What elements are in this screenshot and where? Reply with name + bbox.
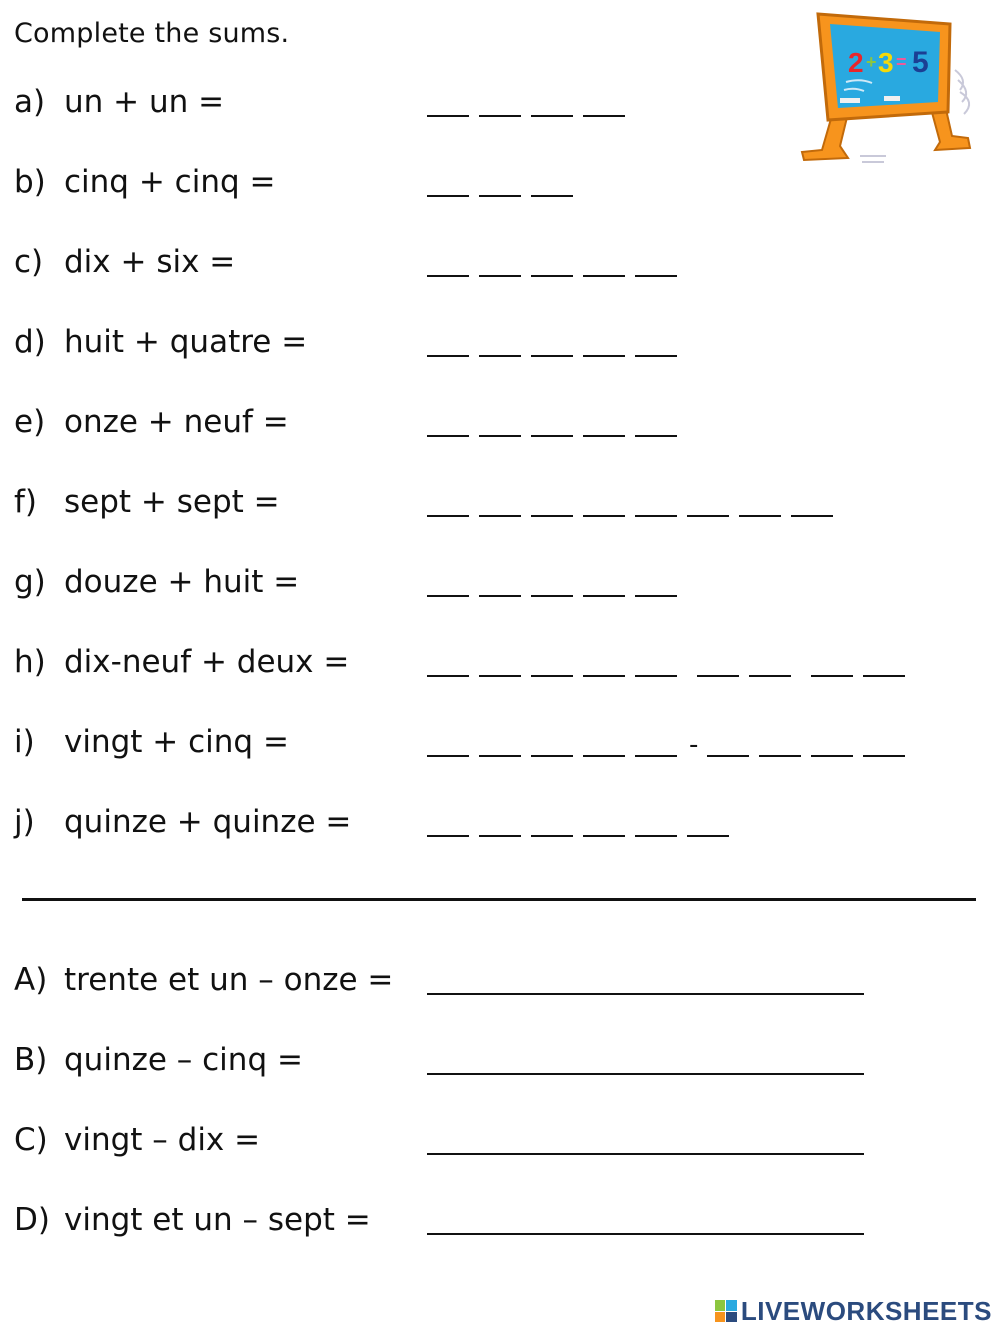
letter-blank[interactable] [427, 835, 469, 837]
section-divider [22, 898, 976, 901]
letter-blank[interactable] [427, 435, 469, 437]
question-letter: i) [14, 724, 35, 760]
question-letter: f) [14, 484, 38, 520]
question-text: onze + neuf = [64, 404, 289, 440]
answer-blanks[interactable] [414, 404, 974, 444]
letter-blank[interactable] [707, 755, 749, 757]
question-letter: A) [14, 962, 48, 998]
chalk-equals: = [896, 52, 907, 72]
question-letter: c) [14, 244, 44, 280]
letter-blank[interactable] [479, 195, 521, 197]
question-row [14, 1202, 974, 1242]
letter-blank[interactable] [759, 755, 801, 757]
question-row [14, 804, 974, 844]
letter-blank[interactable] [635, 675, 677, 677]
letter-blank[interactable] [635, 435, 677, 437]
chalk-digit-2: 3 [878, 47, 894, 78]
answer-blanks[interactable] [414, 164, 974, 204]
letter-blank[interactable] [479, 435, 521, 437]
answer-blanks[interactable] [414, 564, 974, 604]
answer-line[interactable] [427, 1073, 864, 1075]
answer-blanks[interactable] [414, 724, 974, 764]
letter-blank[interactable] [697, 675, 739, 677]
letter-blank[interactable] [635, 355, 677, 357]
letter-blank[interactable] [583, 755, 625, 757]
letter-blank[interactable] [531, 675, 573, 677]
question-row [14, 404, 974, 444]
letter-blank[interactable] [811, 755, 853, 757]
letter-blank[interactable] [479, 675, 521, 677]
question-row [14, 564, 974, 604]
question-letter: j) [14, 804, 35, 840]
question-letter: C) [14, 1122, 48, 1158]
letter-blank[interactable] [687, 835, 729, 837]
letter-blank[interactable] [583, 835, 625, 837]
question-letter: e) [14, 404, 46, 440]
question-row [14, 644, 974, 684]
letter-blank[interactable] [739, 515, 781, 517]
question-text: vingt – dix = [64, 1122, 261, 1158]
question-text: huit + quatre = [64, 324, 308, 360]
letter-blank[interactable] [427, 355, 469, 357]
question-letter: g) [14, 564, 46, 600]
letter-blank[interactable] [635, 275, 677, 277]
question-row [14, 244, 974, 284]
letter-blank[interactable] [531, 435, 573, 437]
letter-blank[interactable] [531, 515, 573, 517]
letter-blank[interactable] [583, 435, 625, 437]
letter-blank[interactable] [791, 515, 833, 517]
question-text: sept + sept = [64, 484, 280, 520]
letter-blank[interactable] [479, 835, 521, 837]
question-text: un + un = [64, 84, 225, 120]
chalk-plus: + [866, 52, 877, 72]
answer-line[interactable] [427, 1153, 864, 1155]
letter-blank[interactable] [531, 595, 573, 597]
question-text: quinze + quinze = [64, 804, 352, 840]
letter-blank[interactable] [811, 675, 853, 677]
letter-blank[interactable] [863, 675, 905, 677]
question-text: trente et un – onze = [64, 962, 394, 998]
logo-letter-e [726, 1312, 737, 1323]
question-letter: d) [14, 324, 46, 360]
logo-letter-v [715, 1312, 726, 1323]
letter-blank[interactable] [635, 515, 677, 517]
letter-blank[interactable] [479, 515, 521, 517]
logo-letter-l [715, 1300, 726, 1311]
letter-blank[interactable] [583, 275, 625, 277]
answer-line-container [414, 962, 974, 1002]
letter-blank[interactable] [583, 595, 625, 597]
letter-blank[interactable] [531, 835, 573, 837]
letter-blank[interactable] [479, 275, 521, 277]
letter-blank[interactable] [427, 755, 469, 757]
letter-blank[interactable] [427, 515, 469, 517]
question-row [14, 724, 974, 764]
question-row [14, 484, 974, 524]
question-row [14, 84, 974, 124]
question-letter: h) [14, 644, 46, 680]
question-row [14, 962, 974, 1002]
answer-blanks[interactable] [414, 244, 974, 284]
letter-blank[interactable] [531, 115, 573, 117]
answer-blanks[interactable] [414, 644, 974, 684]
letter-blank[interactable] [531, 195, 573, 197]
letter-blank[interactable] [583, 515, 625, 517]
answer-line-container [414, 1122, 974, 1162]
letter-blank[interactable] [531, 355, 573, 357]
liveworksheets-logo-icon [715, 1300, 737, 1322]
watermark [715, 1296, 992, 1326]
letter-blank[interactable] [479, 595, 521, 597]
answer-line-container [414, 1202, 974, 1242]
letter-blank[interactable] [479, 355, 521, 357]
question-letter: b) [14, 164, 46, 200]
question-letter: a) [14, 84, 46, 120]
question-text: vingt et un – sept = [64, 1202, 371, 1238]
answer-blanks[interactable] [414, 484, 974, 524]
question-row [14, 164, 974, 204]
letter-blank[interactable] [427, 275, 469, 277]
question-row [14, 1122, 974, 1162]
letter-blank[interactable] [427, 675, 469, 677]
question-letter: D) [14, 1202, 50, 1238]
letter-blank[interactable] [863, 755, 905, 757]
letter-blank[interactable] [479, 755, 521, 757]
answer-line[interactable] [427, 993, 864, 995]
question-row [14, 324, 974, 364]
letter-blank[interactable] [687, 515, 729, 517]
question-letter: B) [14, 1042, 48, 1078]
letter-blank[interactable] [531, 755, 573, 757]
question-text: dix + six = [64, 244, 236, 280]
letter-blank[interactable] [531, 275, 573, 277]
logo-letter-i [726, 1300, 737, 1311]
letter-blank[interactable] [427, 595, 469, 597]
question-text: douze + huit = [64, 564, 300, 600]
question-row [14, 1042, 974, 1082]
instruction: Complete the sums. [14, 18, 290, 49]
watermark-text: LIVEWORKSHEETS [740, 1295, 992, 1326]
letter-blank[interactable] [583, 675, 625, 677]
letter-blank[interactable] [583, 115, 625, 117]
letter-blank[interactable] [427, 115, 469, 117]
question-text: quinze – cinq = [64, 1042, 303, 1078]
letter-blank[interactable] [635, 755, 677, 757]
answer-line-container [414, 1042, 974, 1082]
question-text: vingt + cinq = [64, 724, 289, 760]
answer-line[interactable] [427, 1233, 864, 1235]
answer-blanks[interactable] [414, 324, 974, 364]
question-text: cinq + cinq = [64, 164, 276, 200]
question-text: dix-neuf + deux = [64, 644, 350, 680]
answer-blanks[interactable] [414, 84, 974, 124]
letter-blank[interactable] [635, 595, 677, 597]
letter-blank[interactable] [635, 835, 677, 837]
letter-blank[interactable] [479, 115, 521, 117]
answer-blanks[interactable] [414, 804, 974, 844]
chalk-result: 5 [912, 46, 929, 79]
letter-blank[interactable] [583, 355, 625, 357]
chalk-digit-1: 2 [848, 47, 864, 78]
letter-blank[interactable] [749, 675, 791, 677]
word-separator-dash: - [689, 730, 699, 760]
letter-blank[interactable] [427, 195, 469, 197]
